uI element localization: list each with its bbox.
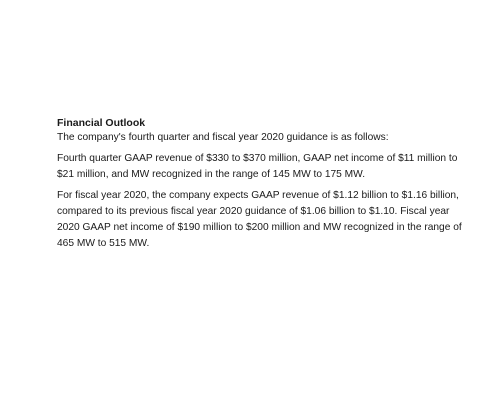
fy2020-guidance-paragraph: For fiscal year 2020, the company expects GAAP revenue of $1.12 billion to $1.16 billion, compared to its previous fiscal year 2020 guidance of $1.06 billion to $1.10. Fiscal year 2020 GAAP net income of $190 million to $200 million and MW recognized in the range of 465 MW to 515 MW. xyxy=(57,190,462,249)
q4-guidance-paragraph: Fourth quarter GAAP revenue of $330 to $370 million, GAAP net income of $11 million to $21 million, and MW recognized in the range of 145 MW to 175 MW. xyxy=(57,153,458,180)
guidance-intro: The company's fourth quarter and fiscal year 2020 guidance is as follows: xyxy=(57,132,389,143)
section-heading: Financial Outlook xyxy=(57,117,146,129)
financial-outlook-section xyxy=(57,117,467,252)
